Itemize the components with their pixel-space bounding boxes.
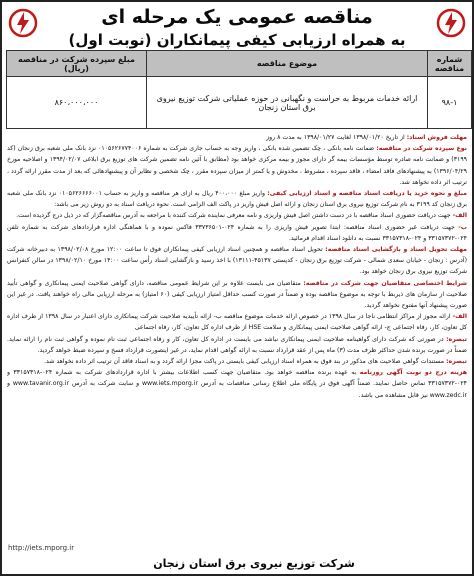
column-header-number: شماره مناقصه — [428, 51, 472, 77]
title-line-1: مناقصه عمومی یک مرحله ای — [101, 6, 373, 28]
paragraph-text: جهت دریافت حضوری اسناد مناقصه با در دست داشتن اصل فیش واریزی و نامه معرفی نماینده شرکت کننده با مراجعه به آدرس مناقصه‌گزار که در ذیل درج گردیده است. — [16, 212, 453, 220]
paragraph — [7, 311, 467, 333]
paragraph-heading: هزینه درج دو نوبت آگهی روزنامه — [359, 369, 467, 377]
paragraph — [7, 278, 467, 312]
power-company-logo-icon — [436, 8, 466, 38]
paragraph — [7, 244, 467, 278]
tender-number: ۹۸-۱ — [428, 77, 472, 129]
paragraph — [7, 210, 467, 221]
column-header-subject: موضوع مناقصه — [147, 51, 428, 77]
paragraph-heading: نوع سپرده شرکت در مناقصه: — [376, 145, 467, 153]
website-url: http://iets.mporg.ir — [8, 544, 75, 552]
paragraph-text: از تاریخ ۱۳۹۸/۰۱/۲۰ لغایت ۱۳۹۸/۰۱/۲۷ به مدت ۸ روز — [266, 134, 407, 141]
paragraph-text: جهت دریافت غیر حضوری اسناد مناقصه: ابتدا تصویر فیش واریزی را به شماره ۰۲۴-۳۳۷۳۶۵۰۱ فاکس نموده و با هماهنگی اداره قراردادهای شرکت به شماره تلفن ۰۲۴-۳۳۱۵۷۳۷۲ و ۰۲۴-۳۳۱۵۷۳۱۸ نسبت به دانلود اسناد اقدام فرمائید. — [7, 223, 467, 242]
notice-body — [7, 132, 467, 540]
paragraph — [7, 143, 467, 188]
paragraph-heading: تبصره: — [446, 335, 467, 343]
table-header-row — [7, 51, 472, 77]
paragraph — [7, 222, 467, 244]
paragraph-heading: مهلت فروش اسناد: — [406, 134, 467, 141]
paragraph — [7, 132, 467, 143]
paragraph — [7, 356, 467, 367]
paragraph-heading: الف- — [452, 212, 467, 220]
column-header-deposit: مبلغ سپرده شرکت در مناقصه (ریال) — [7, 51, 147, 77]
paragraph-text: واریز مبلغ ۴۰۰،۰۰۰ ریال به ازای هر مناقصه و واریز به حساب ۰۱۰۵۶۲۶۶۶۶۰۰۱ نزد بانک ملی شعبه برق زنجان کد ۳۱۹۹ به نام شرکت توزیع نیروی برق استان زنجان و ارائه اصل فیش واریز در پاکت الف الزامی است. نحوه دریافت اسناد به دو روش زیر می باشد: — [7, 190, 467, 209]
paragraph-text: ضمانت نامه بانکی ، چک تضمین شده بانکی ، واریز وجه به حساب جاری شرکت به شماره ۰۱۰۵۶۲۶۷۷۴۰۰۶ نزد بانک ملی شعبه برق زنجان (کد ۳۱۹۹) و ضمانت نامه صادره توسط مؤسسات بیمه گر دارای مجوز و بیمه مرکزی خواهد بود (مطابق با آئین نامه تضمین شرکت های توزیع برق ابلاغی ۱۳۹۴/۰۲/۰۷ و اصلاحیه مورخ ۱۳۹۶/۰۴/۲۹) به پیشنهادهای فاقد امضاء ، فاقد سپرده ، مشروط ، مخدوش و یا کمتر از میزان سپرده مقرر ، چک شخصی و نظایر آن و پیشنهادهائی که بعد از مدت مقرر ارائه گردد ، ترتیب اثر داده نخواهد شد. — [7, 145, 467, 186]
paragraph-heading: شرایط اختصاصی متقاضیان جهت شرکت در مناقصه: — [303, 279, 467, 287]
paragraph-text: ارائه مجوز از مراکز انتظامی ناجا در سال ۱۳۹۸ در خصوص ارائه خدمات موضوع مناقصه ب- ارائه تأییدیه صلاحیت شرکت پیمانکاری دارای اعتبار در سال ۱۳۹۸ از طرف اداره کل تعاون، کار، رفاه اجتماعی ج- ارائه گواهی صلاحیت ایمنی پیمانکاری و سلامت HSE از طرف اداره کل تعاون، کار، رفاه اجتماعی — [7, 313, 467, 332]
paragraph-text: تحویل اسناد مناقصه و همچنین اسناد ارزیابی کیفی پیمانکاران فوق تا ساعت ۱۲:۰۰ مورخ ۱۳۹۸/۰۲/۰۸ به دبیرخانه شرکت (آدرس : زنجان - خیابان سعدی شمالی - شرکت توزیع برق زنجان - کدپستی ۴۵۱۳۷-۱۳۱۱۱) با اخذ رسید و بازگشایی اسناد رأس ساعت ۱۴:۰۰ مورخ ۱۳۹۸/۰۲/۱۰ در سالن کنفرانس شرکت توزیع نیروی برق زنجان خواهد بود. — [7, 246, 467, 276]
title-line-2: به همراه ارزیابی کیفی پیمانکاران (نوبت اول) — [68, 31, 406, 49]
paragraph — [7, 188, 467, 210]
paragraph — [7, 367, 467, 401]
paragraph-heading: مهلت تحویل اسناد و بازگشایی اسناد مناقصه: — [325, 246, 467, 254]
paragraph-heading: تبصره: — [446, 358, 467, 366]
page-title — [42, 4, 432, 50]
paragraph-text: به عهده برنده مناقصه خواهد بود. متقاضیان جهت کسب اطلاعات بیشتر با اداره قراردادهای شرکت به شماره ۰۲۴-۳۳۱۵۷۳۱۸ و ۰۲۴-۳۳۱۵۷۳۷۲ تماس حاصل نمایند. ضمناً آگهی فوق در پایگاه ملی اطلاع رسانی مناقصات به آدرس www.iets.mporg.ir و سایت شرکت به آدرس www.tavanir.org.ir و www.zedc.ir نیز قابل مشاهده می باشد. — [7, 369, 467, 399]
deposit-amount: ۸۶۰،۰۰۰،۰۰۰ — [7, 77, 147, 129]
paragraph-text: مستندات گواهی صلاحیت های مذکور در بند فوق به همراه اسناد ارزیابی کیفی بایستی در پاکت مجزا ارائه گردد و به اسناد فاقد آن ترتیب اثر داده نخواهد شد. — [44, 358, 447, 366]
paragraph-heading: ب- — [458, 223, 467, 231]
company-name: شرکت توزیع نیروی برق استان زنجان — [153, 557, 355, 570]
table-row — [7, 77, 472, 129]
paragraph-heading: مبلغ و نحوه خرید یا دریافت اسناد مناقصه و اسناد ارزیابی کیفی: — [267, 190, 467, 198]
tender-subject: ارائه خدمات مربوط به حراست و نگهبانی در حوزه عملیاتی شرکت توزیع نیروی برق استان زنجان — [147, 77, 428, 129]
tender-table — [6, 50, 472, 129]
paragraph-text: متقاضیان می بایست علاوه بر این شرایط عمومی مناقصه، دارای گواهی صلاحیت ایمنی پیمانکاری و گواهی تأیید صلاحیت از سازمان های ذیربط با توجه به موضوع مناقصه بوده و ضمناً در صورت کسب حداقل امتیاز ارزیابی کیفی (۶۰ امتیاز) به مرحله ارزیابی مالی راه خواهند یافت. در غیر این صورت پیشنهاد آنها مفتوح نخواهد گردید. — [7, 279, 467, 310]
paragraph — [7, 334, 467, 356]
power-company-logo-icon — [8, 8, 38, 38]
paragraph-text: در صورتی که شرکت دارای گواهینامه صلاحیت ایمنی پیمانکاری نباشد می بایست در اداره کل تعاون، کار و رفاه اجتماعی ثبت نام نموده و گواهی ثبت نام را ارائه نماید. ضمناً در صورت برنده شدن حداکثر ظرف مدت (۳) ماه پس از عقد قرارداد نسبت به ارائه گواهی اقدام نماید، در غیر اینصورت قرارداد فسخ و سپرده ضبط خواهد گردید. — [7, 335, 467, 354]
paragraph-heading: الف- — [452, 313, 467, 321]
